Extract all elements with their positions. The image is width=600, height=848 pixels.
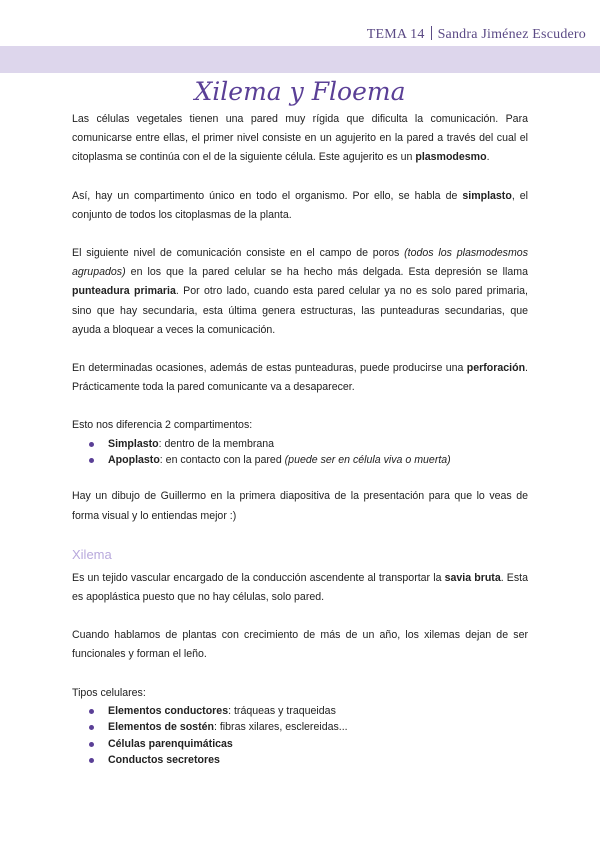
list-item: Células parenquimáticas — [72, 736, 528, 752]
page-title: Xilema y Floema — [194, 77, 406, 106]
compartments-list — [72, 436, 528, 469]
paragraph-xilema-leno: Cuando hablamos de plantas con crecimiento de más de un año, los xilemas dejan de ser funcionales y forman el leño. — [72, 629, 528, 661]
list-item: Conductos secretores — [72, 752, 528, 768]
paragraph-simplasto: Así, hay un compartimento único en todo el organismo. Por ello, se habla de simplasto, el conjunto de todos los citoplasmas de la planta. — [72, 189, 528, 221]
page-header — [0, 0, 600, 48]
bullet-icon — [89, 725, 94, 730]
paragraph-types-intro: Tipos celulares: — [72, 686, 146, 699]
paragraph-punteadura: El siguiente nivel de comunicación consiste en el campo de poros (todos los plasmodesmos agrupados) en los que la pared celular se ha hecho más delgada. Esta depresión se llama punteadura primaria. Por otro lado, cuando esta pared celular ya no es solo pared primaria, sino que hay secundaria, esta última genera estructuras, las punteaduras secundarias, que ayuda a bloquear a veces la comunicación. — [72, 247, 528, 336]
list-item: Simplasto: dentro de la membrana — [72, 436, 528, 452]
paragraph-plasmodesmo: Las células vegetales tienen una pared muy rígida que dificulta la comunicación. Para comunicarse entre ellas, el primer nivel consiste en un agujerito en la pared a través del cual el citoplasma se continúa con el de la siguiente célula. Este agujerito es un plasmodesmo. — [72, 113, 528, 164]
document-body — [72, 110, 528, 788]
header-text — [367, 26, 586, 43]
list-item: Apoplasto: en contacto con la pared (puede ser en célula viva o muerta) — [72, 452, 528, 468]
bullet-icon — [89, 742, 94, 747]
list-item: Elementos conductores: tráqueas y traqueidas — [72, 703, 528, 719]
paragraph-dibujo: Hay un dibujo de Guillermo en la primera diapositiva de la presentación para que lo veas de forma visual y lo entiendas mejor :) — [72, 490, 528, 522]
paragraph-xilema-definition: Es un tejido vascular encargado de la conducción ascendente al transportar la savia bruta. Esta es apoplástica puesto que no hay células, solo pared. — [72, 571, 528, 604]
paragraph-perforacion: En determinadas ocasiones, además de estas punteaduras, puede producirse una perforación. Prácticamente toda la pared comunicante va a desaparecer. — [72, 362, 528, 394]
bullet-icon — [89, 442, 94, 447]
bullet-icon — [89, 758, 94, 763]
header-topic: TEMA 14 — [366, 27, 425, 42]
header-separator — [431, 26, 432, 40]
header-band — [0, 46, 600, 73]
paragraph-compartments-intro: Esto nos diferencia 2 compartimentos: — [72, 419, 253, 432]
bullet-icon — [89, 709, 94, 714]
bullet-icon — [89, 458, 94, 463]
section-heading-xilema: Xilema — [72, 546, 112, 562]
cell-types-list — [72, 703, 528, 769]
list-item: Elementos de sostén: fibras xilares, esclereidas... — [72, 719, 528, 735]
header-author: Sandra Jiménez Escudero — [437, 27, 586, 42]
